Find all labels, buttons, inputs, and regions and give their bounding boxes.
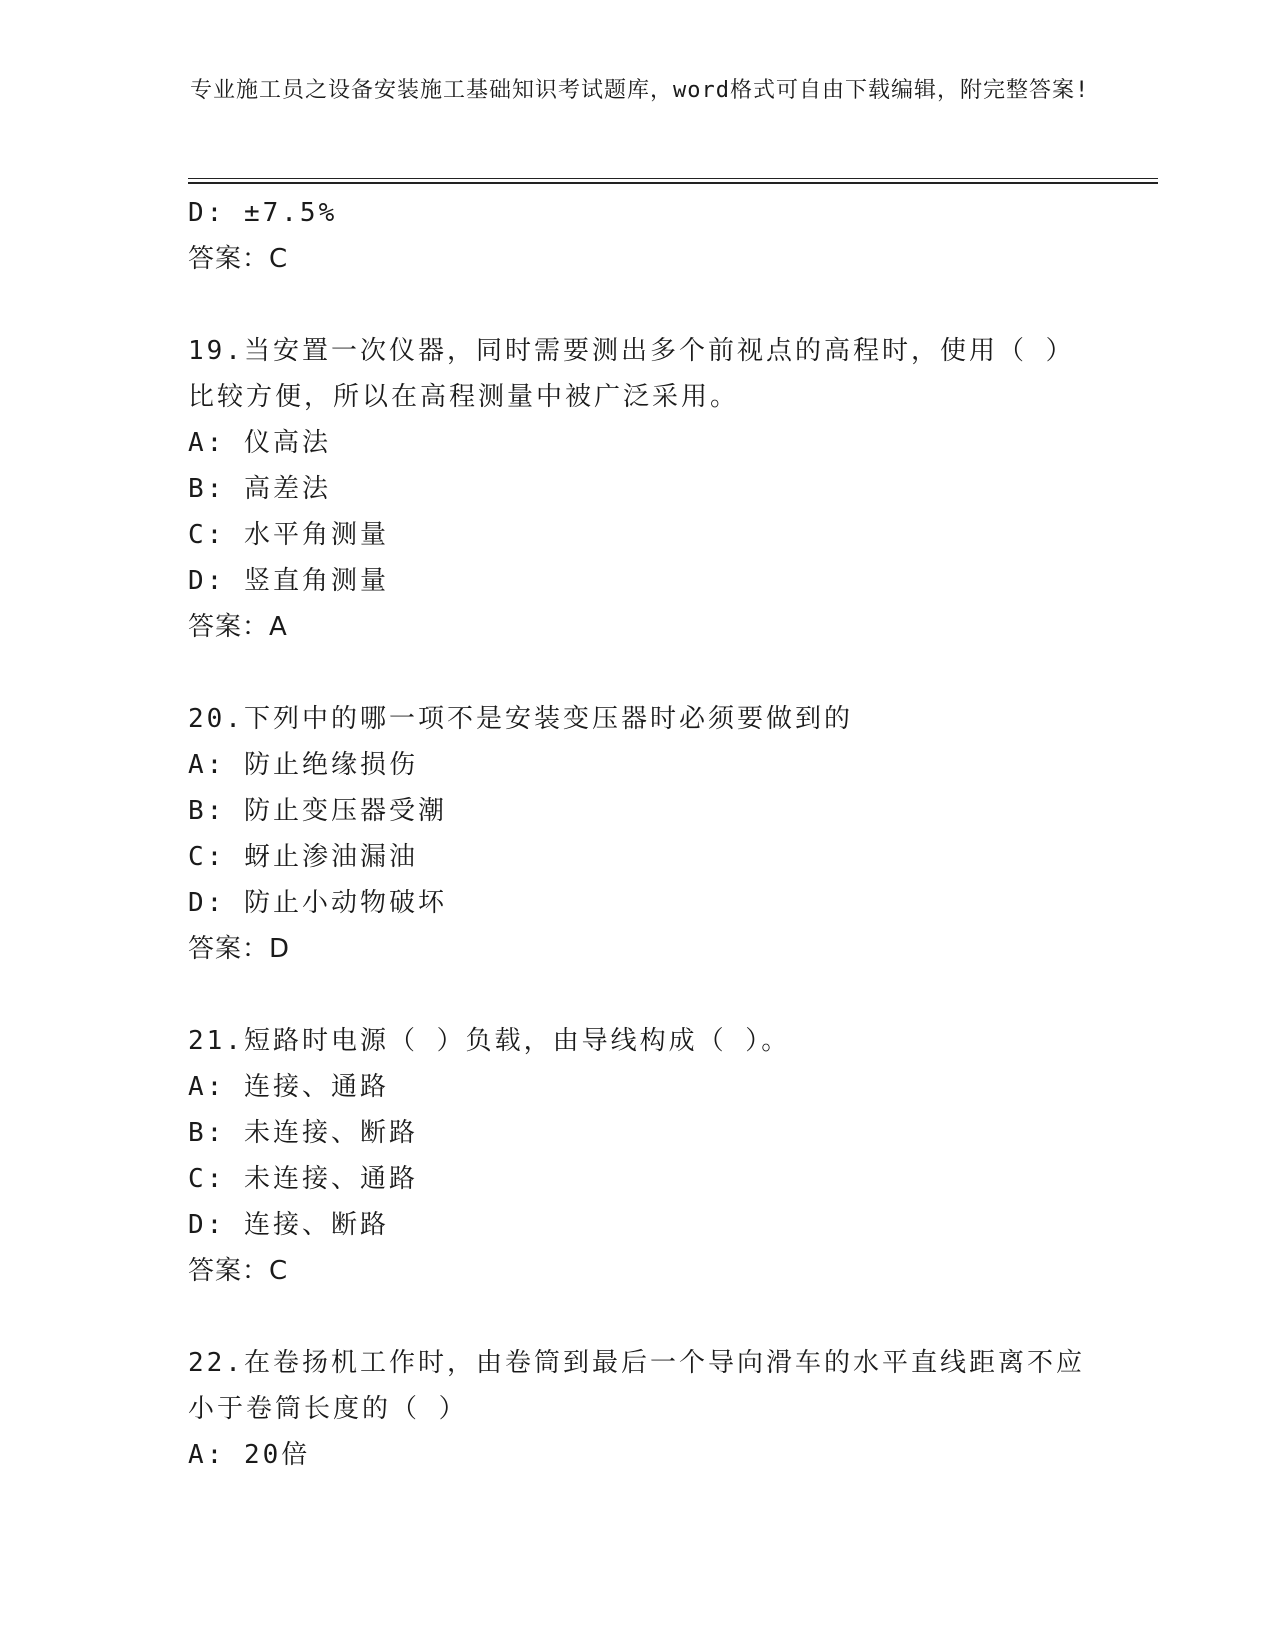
option-c: C: 蚜止渗油漏油 [188, 842, 418, 872]
question-stem: 22.在卷扬机工作时，由卷筒到最后一个导向滑车的水平直线距离不应小于卷筒长度的（ ） [188, 1348, 1085, 1424]
answer: 答案：D [188, 934, 291, 964]
question-stem: 20.下列中的哪一项不是安装变压器时必须要做到的 [188, 704, 853, 734]
document-body [188, 190, 1088, 1478]
option-d-prev: D: ±7.5% [188, 198, 338, 228]
answer: 答案：A [188, 612, 288, 642]
document-header: 专业施工员之设备安装施工基础知识考试题库，word格式可自由下载编辑，附完整答案! [190, 78, 1090, 103]
option-a: A: 连接、通路 [188, 1072, 389, 1102]
question-21 [188, 1018, 1088, 1294]
option-b: B: 防止变压器受潮 [188, 796, 447, 826]
option-a: A: 20倍 [188, 1440, 311, 1470]
option-a: A: 防止绝缘损伤 [188, 750, 418, 780]
question-19 [188, 328, 1088, 650]
question-stem: 21.短路时电源（ ）负载，由导线构成（ ）。 [188, 1026, 791, 1056]
option-d: D: 连接、断路 [188, 1210, 389, 1240]
question-stem: 19.当安置一次仪器，同时需要测出多个前视点的高程时，使用（ ）比较方便，所以在高程测量中被广泛采用。 [188, 336, 1075, 412]
answer-prev: 答案：C [188, 244, 289, 274]
answer: 答案：C [188, 1256, 289, 1286]
option-c: C: 未连接、通路 [188, 1164, 418, 1194]
option-a: A: 仪高法 [188, 428, 331, 458]
option-c: C: 水平角测量 [188, 520, 389, 550]
question-22 [188, 1340, 1088, 1478]
option-b: B: 未连接、断路 [188, 1118, 418, 1148]
header-divider-thick [188, 182, 1158, 184]
header-divider-thin [188, 178, 1158, 179]
option-d: D: 防止小动物破坏 [188, 888, 447, 918]
option-d: D: 竖直角测量 [188, 566, 389, 596]
option-b: B: 高差法 [188, 474, 331, 504]
question-20 [188, 696, 1088, 972]
